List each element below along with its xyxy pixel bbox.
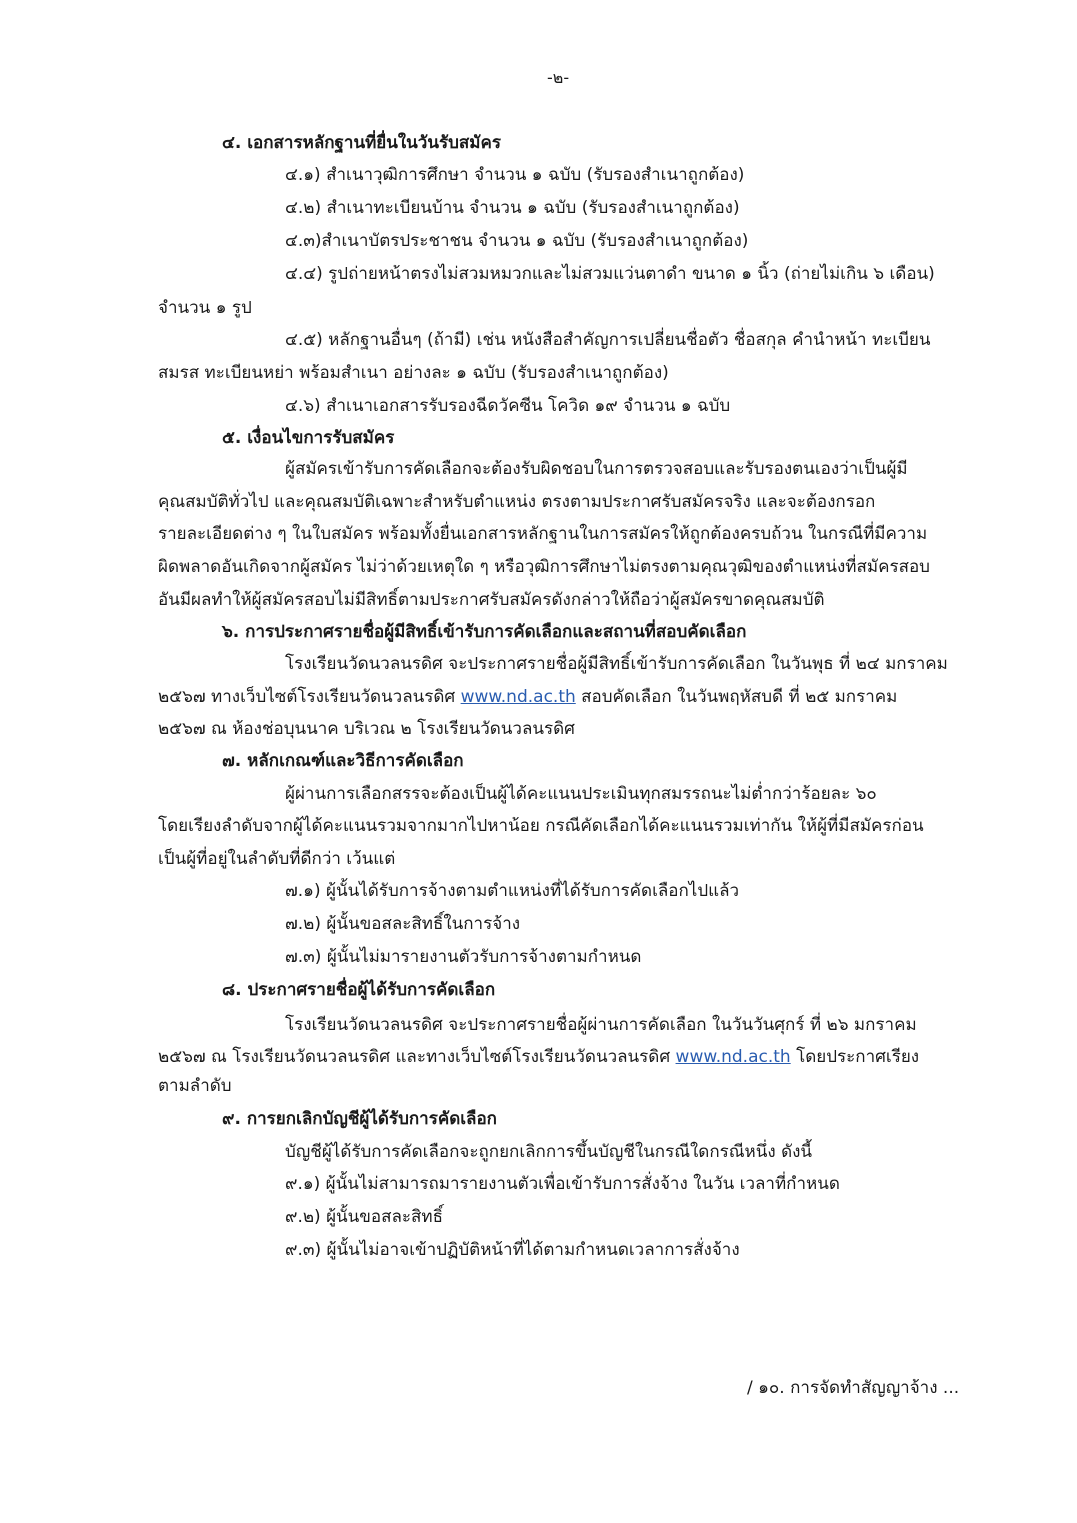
section-5-line-3: รายละเอียดต่าง ๆ ในใบสมัคร พร้อมทั้งยื่นเอกสารหลักฐานในการสมัครให้ถูกต้องครบถ้วน ในกรณีที่มีความ: [158, 524, 928, 544]
section-5-line-5: อันมีผลทำให้ผู้สมัครสอบไม่มีสิทธิ์ตามประกาศรับสมัครดังกล่าวให้ถือว่าผู้สมัครขาดคุณสมบัติ: [158, 590, 825, 610]
website-link[interactable]: www.nd.ac.th: [675, 1047, 791, 1067]
section-7-line-2: โดยเรียงลำดับจากผู้ได้คะแนนรวมจากมากไปหาน้อย กรณีคัดเลือกได้คะแนนรวมเท่ากัน ให้ผู้ที่มีสมัครก่อน: [158, 816, 924, 836]
section-4-item-4-line-1: ๔.๔) รูปถ่ายหน้าตรงไม่สวมหมวกและไม่สวมแว่นตาดำ ขนาด ๑ นิ้ว (ถ่ายไม่เกิน ๖ เดือน): [285, 264, 935, 284]
section-7-line-1: ผู้ผ่านการเลือกสรรจะต้องเป็นผู้ได้คะแนนประเมินทุกสมรรถนะไม่ต่ำกว่าร้อยละ ๖๐: [285, 784, 877, 804]
section-8-line-3: ตามลำดับ: [158, 1076, 232, 1096]
section-8-line-1: โรงเรียนวัดนวลนรดิศ จะประกาศรายชื่อผู้ผ่านการคัดเลือก ในวันวันศุกร์ ที่ ๒๖ มกราคม: [285, 1015, 917, 1035]
section-9-line-1: บัญชีผู้ได้รับการคัดเลือกจะถูกยกเลิกการขึ้นบัญชีในกรณีใดกรณีหนึ่ง ดังนี้: [285, 1142, 813, 1162]
section-9-heading: ๙. การยกเลิกบัญชีผู้ได้รับการคัดเลือก: [222, 1109, 497, 1129]
section-5-line-2: คุณสมบัติทั่วไป และคุณสมบัติเฉพาะสำหรับตำแหน่ง ตรงตามประกาศรับสมัครจริง และจะต้องกรอก: [158, 492, 876, 512]
section-7-heading: ๗. หลักเกณฑ์และวิธีการคัดเลือก: [222, 751, 464, 771]
section-9-item-2: ๙.๒) ผู้นั้นขอสละสิทธิ์: [285, 1207, 444, 1227]
section-7-line-3: เป็นผู้ที่อยู่ในลำดับที่ดีกว่า เว้นแต่: [158, 849, 396, 869]
section-7-item-1: ๗.๑) ผู้นั้นได้รับการจ้างตามตำแหน่งที่ได้รับการคัดเลือกไปแล้ว: [285, 881, 740, 901]
section-8-heading: ๘. ประกาศรายชื่อผู้ได้รับการคัดเลือก: [222, 980, 496, 1000]
section-6-heading: ๖. การประกาศรายชื่อผู้มีสิทธิ์เข้ารับการคัดเลือกและสถานที่สอบคัดเลือก: [222, 622, 747, 642]
section-4-item-5-line-1: ๔.๕) หลักฐานอื่นๆ (ถ้ามี) เช่น หนังสือสำคัญการเปลี่ยนชื่อตัว ชื่อสกุล คำนำหน้า ทะเบียน: [285, 330, 931, 350]
section-4-heading: ๔. เอกสารหลักฐานที่ยื่นในวันรับสมัคร: [222, 133, 501, 153]
section-8-line-2-text-a: ๒๕๖๗ ณ โรงเรียนวัดนวลนรดิศ และทางเว็บไซต์โรงเรียนวัดนวลนรดิศ: [158, 1047, 676, 1067]
section-4-item-5-line-2: สมรส ทะเบียนหย่า พร้อมสำเนา อย่างละ ๑ ฉบับ (รับรองสำเนาถูกต้อง): [158, 363, 669, 383]
section-9-item-3: ๙.๓) ผู้นั้นไม่อาจเข้าปฏิบัติหน้าที่ได้ตามกำหนดเวลาการสั่งจ้าง: [285, 1240, 740, 1260]
section-4-item-6: ๔.๖) สำเนาเอกสารรับรองฉีดวัคซีน โควิด ๑๙ จำนวน ๑ ฉบับ: [285, 396, 731, 416]
section-7-item-2: ๗.๒) ผู้นั้นขอสละสิทธิ์ในการจ้าง: [285, 914, 521, 934]
continuation-note: / ๑๐. การจัดทำสัญญาจ้าง ...: [747, 1378, 960, 1398]
section-5-heading: ๕. เงื่อนไขการรับสมัคร: [222, 428, 395, 448]
section-4-item-4-line-2: จำนวน ๑ รูป: [158, 298, 252, 318]
section-8-line-2: [158, 1045, 919, 1069]
section-9-item-1: ๙.๑) ผู้นั้นไม่สามารถมารายงานตัวเพื่อเข้ารับการสั่งจ้าง ในวัน เวลาที่กำหนด: [285, 1174, 840, 1194]
section-7-item-3: ๗.๓) ผู้นั้นไม่มารายงานตัวรับการจ้างตามกำหนด: [285, 947, 642, 967]
section-5-line-4: ผิดพลาดอันเกิดจากผู้สมัคร ไม่ว่าด้วยเหตุใด ๆ หรือวุฒิการศึกษาไม่ตรงตามคุณวุฒิของตำแหน่งที่สมัครสอบ: [158, 557, 930, 577]
section-6-line-2-text-a: ๒๕๖๗ ทางเว็บไซต์โรงเรียนวัดนวลนรดิศ: [158, 687, 461, 707]
website-link[interactable]: www.nd.ac.th: [460, 687, 576, 707]
section-4-item-1: ๔.๑) สำเนาวุฒิการศึกษา จำนวน ๑ ฉบับ (รับรองสำเนาถูกต้อง): [285, 165, 745, 185]
section-6-line-2: [158, 685, 897, 709]
section-4-item-2: ๔.๒) สำเนาทะเบียนบ้าน จำนวน ๑ ฉบับ (รับรองสำเนาถูกต้อง): [285, 198, 740, 218]
section-4-item-3: ๔.๓)สำเนาบัตรประชาชน จำนวน ๑ ฉบับ (รับรองสำเนาถูกต้อง): [285, 231, 749, 251]
section-6-line-3: ๒๕๖๗ ณ ห้องช่อบุนนาค บริเวณ ๒ โรงเรียนวัดนวลนรดิศ: [158, 719, 575, 739]
section-6-line-1: โรงเรียนวัดนวลนรดิศ จะประกาศรายชื่อผู้มีสิทธิ์เข้ารับการคัดเลือก ในวันพุธ ที่ ๒๔ มกราคม: [285, 654, 948, 674]
section-8-line-2-text-b: โดยประกาศเรียง: [790, 1047, 920, 1067]
section-5-line-1: ผู้สมัครเข้ารับการคัดเลือกจะต้องรับผิดชอบในการตรวจสอบและรับรองตนเองว่าเป็นผู้มี: [285, 459, 908, 479]
page-number: -๒-: [547, 68, 570, 87]
section-6-line-2-text-b: สอบคัดเลือก ในวันพฤหัสบดี ที่ ๒๕ มกราคม: [575, 687, 898, 707]
